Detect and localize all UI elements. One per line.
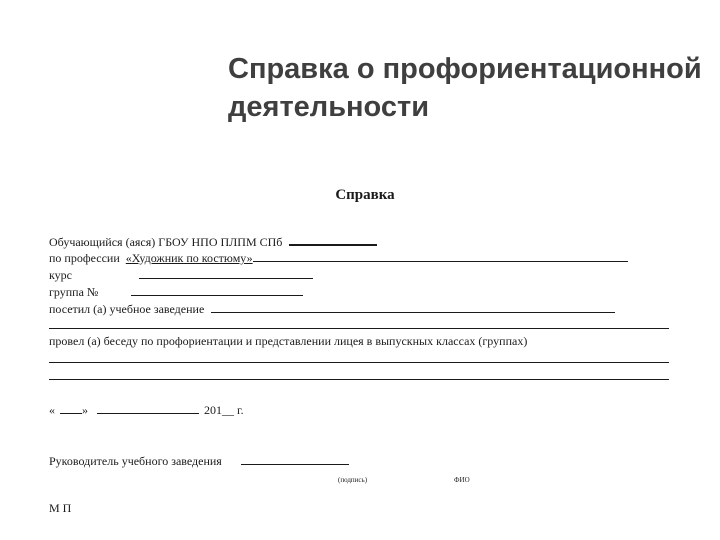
slide-title: Справка о профориентационной деятельности [228,53,702,123]
signature-caption: (подпись) [338,476,368,484]
visited-continuation-blank[interactable] [49,317,669,329]
date-month-blank[interactable] [97,402,199,414]
conducted-blank-line-1 [49,351,669,366]
group-line [49,284,303,299]
date-year: 201__ г. [204,403,244,417]
course-blank[interactable] [139,267,313,279]
conducted-text: провел (а) беседу по профориентации и представлении лицея в выпускных классах (группах) [49,334,528,348]
document-heading: Справка [335,187,395,203]
course-line [49,267,313,282]
date-close-quote: » [82,403,88,417]
stamp: М П [49,501,72,515]
visited-blank[interactable] [211,301,615,313]
visited-blank-line [49,317,669,332]
date-open-quote: « [49,403,55,417]
conducted-blank-1[interactable] [49,351,669,363]
conducted-blank-2[interactable] [49,368,669,380]
profession-line [49,250,628,265]
conducted-line [49,334,527,348]
student-label: Обучающийся (аяся) ГБОУ НПО ПЛПМ СПб [49,235,283,249]
conducted-blank-line-2 [49,368,669,383]
student-blank[interactable] [289,233,377,246]
course-label: курс [49,268,72,282]
head-label: Руководитель учебного заведения [49,454,222,468]
profession-label: по профессии [49,251,120,265]
date-line [49,402,244,417]
head-line [49,453,349,468]
profession-blank[interactable] [253,250,628,262]
student-line [49,233,377,249]
profession-value: «Художник по костюму» [125,251,253,265]
group-blank[interactable] [131,284,303,296]
group-label: группа № [49,285,99,299]
visited-line [49,301,615,316]
date-day-blank[interactable] [60,402,82,414]
head-signature-blank[interactable] [241,453,349,465]
fio-caption: ФИО [454,476,470,484]
visited-label: посетил (а) учебное заведение [49,302,205,316]
